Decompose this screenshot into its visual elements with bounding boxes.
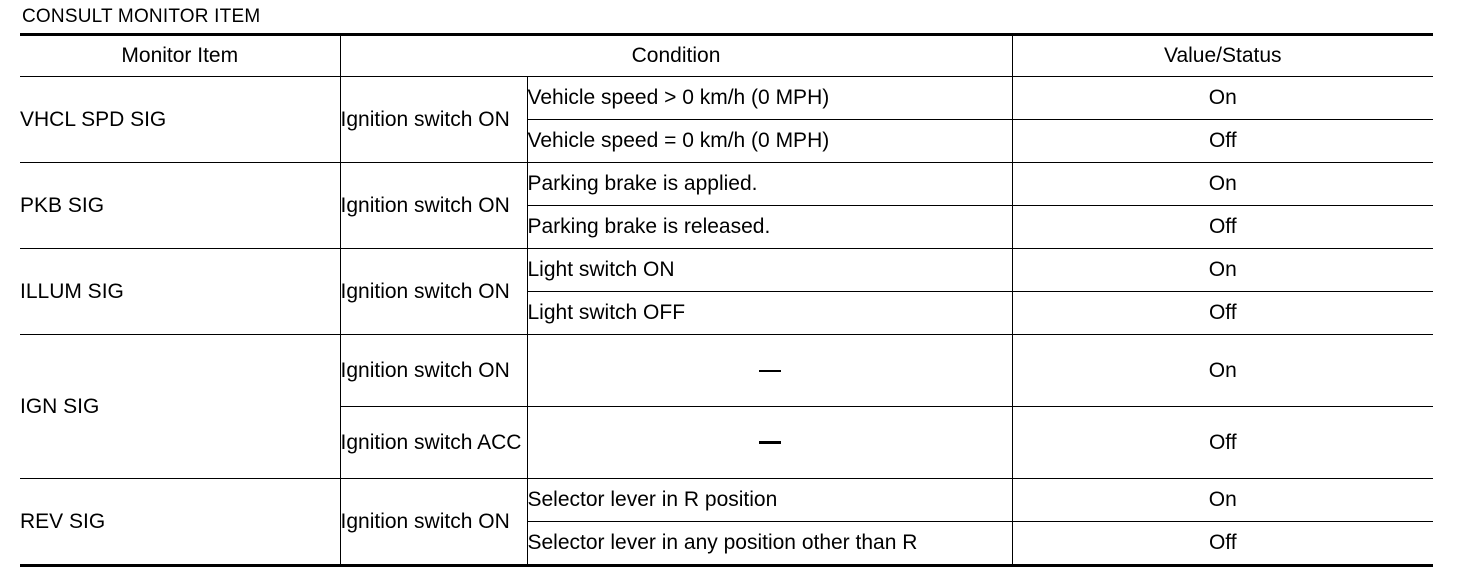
condition-detail-cell: Vehicle speed = 0 km/h (0 MPH)	[527, 120, 1012, 163]
table-row	[20, 77, 1433, 120]
condition-cell: Ignition switch ON	[340, 335, 527, 407]
value-status-cell: On	[1012, 335, 1433, 407]
monitor-item-cell: VHCL SPD SIG	[20, 77, 340, 163]
table-header-row	[20, 35, 1433, 77]
condition-detail-cell: Selector lever in any position other than R	[527, 522, 1012, 566]
value-status-cell: On	[1012, 77, 1433, 120]
monitor-item-cell: ILLUM SIG	[20, 249, 340, 335]
condition-cell: Ignition switch ON	[340, 479, 527, 566]
condition-detail-cell	[527, 335, 1012, 407]
value-status-cell: Off	[1012, 522, 1433, 566]
condition-cell: Ignition switch ON	[340, 163, 527, 249]
not-applicable-dash	[759, 441, 781, 444]
value-status-cell: Off	[1012, 407, 1433, 479]
not-applicable-dash	[759, 370, 781, 372]
condition-detail-cell	[527, 407, 1012, 479]
condition-detail-cell: Parking brake is applied.	[527, 163, 1012, 206]
condition-detail-cell: Light switch ON	[527, 249, 1012, 292]
condition-detail-cell: Light switch OFF	[527, 292, 1012, 335]
table-row	[20, 249, 1433, 292]
table-row	[20, 335, 1433, 407]
header-value-status: Value/Status	[1012, 35, 1433, 77]
value-status-cell: On	[1012, 479, 1433, 522]
header-monitor-item: Monitor Item	[20, 35, 340, 77]
header-condition: Condition	[340, 35, 1012, 77]
consult-monitor-table	[20, 33, 1433, 567]
table-row	[20, 479, 1433, 522]
value-status-cell: On	[1012, 249, 1433, 292]
value-status-cell: Off	[1012, 292, 1433, 335]
value-status-cell: Off	[1012, 120, 1433, 163]
condition-detail-cell: Selector lever in R position	[527, 479, 1012, 522]
condition-cell: Ignition switch ON	[340, 77, 527, 163]
monitor-item-cell: PKB SIG	[20, 163, 340, 249]
monitor-item-cell: IGN SIG	[20, 335, 340, 479]
condition-detail-cell: Vehicle speed > 0 km/h (0 MPH)	[527, 77, 1012, 120]
condition-cell: Ignition switch ON	[340, 249, 527, 335]
condition-cell: Ignition switch ACC	[340, 407, 527, 479]
condition-detail-cell: Parking brake is released.	[527, 206, 1012, 249]
table-row	[20, 163, 1433, 206]
monitor-item-cell: REV SIG	[20, 479, 340, 566]
value-status-cell: On	[1012, 163, 1433, 206]
value-status-cell: Off	[1012, 206, 1433, 249]
document-title: CONSULT MONITOR ITEM	[22, 6, 261, 27]
